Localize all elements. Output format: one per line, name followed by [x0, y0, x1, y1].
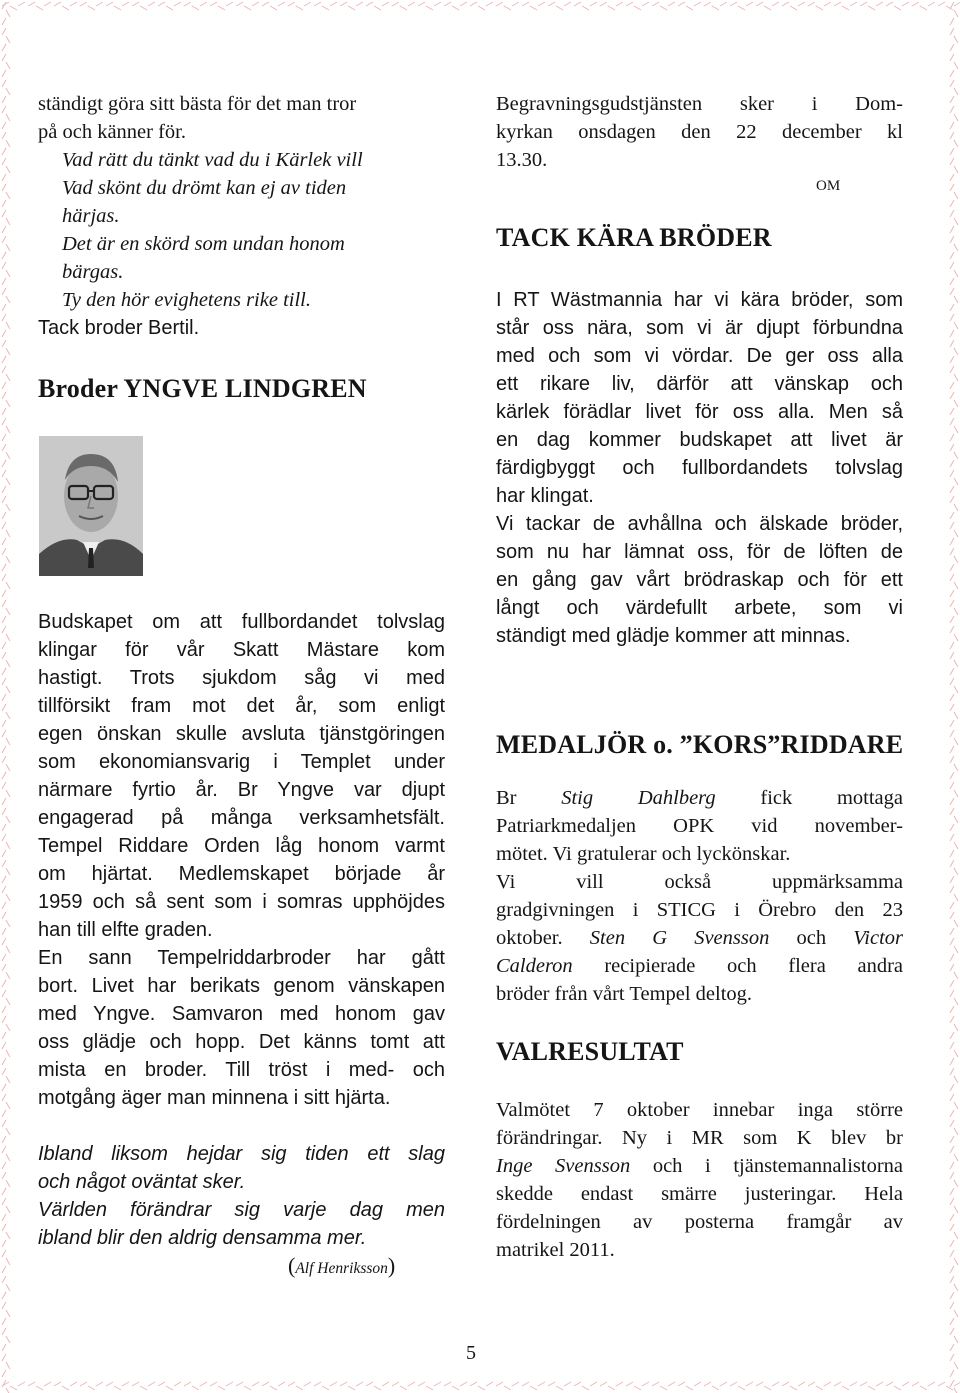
- signature-close-paren: ): [387, 1253, 396, 1278]
- heading-yngve-lindgren: Broder YNGVE LINDGREN: [38, 374, 367, 403]
- medal-name-stig: Stig Dahlberg: [561, 787, 716, 809]
- signature-name: Alf Henriksson: [295, 1260, 388, 1277]
- medal-text: oktober.: [496, 927, 563, 949]
- val-name-inge: Inge Svensson: [496, 1155, 631, 1177]
- tack-line: I RT Wästmannia har vi kära bröder, som: [496, 289, 903, 311]
- closing-line: Tack broder Bertil.: [38, 317, 200, 339]
- body-line: klingar för vår Skatt Mästare kom: [38, 639, 445, 661]
- medal-text: och: [796, 927, 827, 949]
- body-line: som ekonomiansvarig i Templet under: [38, 751, 445, 773]
- heading-medaljor: MEDALJÖR o. ”KORS”RIDDARE: [496, 730, 904, 759]
- body-line: egen önskan skulle avsluta tjänstgöringen: [38, 723, 445, 745]
- body-line: bort. Livet har berikats genom vänskapen: [38, 975, 445, 997]
- signature: [288, 1252, 395, 1280]
- tack-line: en gång gav vårt brödraskap och för ett: [496, 569, 903, 591]
- poem-line: Vad skönt du drömt kan ej av tiden: [62, 177, 347, 199]
- tack-line: färdigbyggt och fullbordandets tolvslag: [496, 457, 903, 479]
- poem-line: bärgas.: [62, 261, 124, 283]
- body-line: hastigt. Trots sjukdom såg vi med: [38, 667, 445, 689]
- body-line: han till elfte graden.: [38, 919, 213, 941]
- om-label: OM: [816, 178, 841, 194]
- medal-text: fick mottaga: [760, 787, 903, 809]
- intro-line: ständigt göra sitt bästa för det man tror: [38, 93, 357, 115]
- tack-line: ett rikare liv, därför att vänskap och: [496, 373, 903, 395]
- verse-line: och något oväntat sker.: [38, 1171, 246, 1193]
- medal-name-victor: Victor: [853, 927, 903, 949]
- tack-line: ständigt med glädje kommer att minnas.: [496, 625, 851, 647]
- body-line: mista en broder. Till tröst i med- och: [38, 1059, 445, 1081]
- poem-line: Det är en skörd som undan honom: [62, 233, 345, 255]
- body-line: Tempel Riddare Orden låg honom varmt: [38, 835, 445, 857]
- medal-line: mötet. Vi gratulerar och lyckönskar.: [496, 843, 791, 865]
- medal-name-sten: Sten G Svensson: [589, 927, 770, 949]
- medal-line: bröder från vårt Tempel deltog.: [496, 983, 753, 1005]
- val-line: [496, 1152, 903, 1180]
- heading-valresultat: VALRESULTAT: [496, 1037, 684, 1066]
- medal-text: recipierade och flera andra: [604, 955, 903, 977]
- tack-line: med och som vi vördar. De ger oss alla: [496, 345, 903, 367]
- intro-line: på och känner för.: [38, 121, 186, 143]
- medal-line: [496, 952, 903, 980]
- tack-line: som nu har lämnat oss, för de löften de: [496, 541, 903, 563]
- val-line: skedde endast smärre justeringar. Hela: [496, 1183, 903, 1205]
- poem-line: Ty den hör evighetens rike till.: [62, 289, 311, 311]
- poem-line: Vad rätt du tänkt vad du i Kärlek vill: [62, 149, 363, 171]
- body-line: närmare fyrtio år. Br Yngve var djupt: [38, 779, 445, 801]
- tack-line: en dag kommer budskapet att livet är: [496, 429, 903, 451]
- heading-tack-kara-broder: TACK KÄRA BRÖDER: [496, 223, 772, 252]
- page-number: 5: [466, 1342, 476, 1364]
- tack-line: långt och värdefullt arbete, som vi: [496, 597, 903, 619]
- portrait-photo: [39, 436, 143, 576]
- medal-line: Vi vill också uppmärksamma: [496, 871, 903, 893]
- verse-line: Ibland liksom hejdar sig tiden ett slag: [38, 1143, 445, 1165]
- val-line: förändringar. Ny i MR som K blev br: [496, 1127, 903, 1149]
- body-line: tillförsikt fram mot det år, som enligt: [38, 695, 445, 717]
- tack-line: står oss nära, som vi är djupt förbundna: [496, 317, 903, 339]
- body-line: Budskapet om att fullbordandet tolvslag: [38, 611, 445, 633]
- val-line: matrikel 2011.: [496, 1239, 615, 1261]
- poem-line: härjas.: [62, 205, 120, 227]
- val-line: Valmötet 7 oktober innebar inga större: [496, 1099, 903, 1121]
- verse-line: ibland blir den aldrig densamma mer.: [38, 1227, 367, 1249]
- funeral-line: Begravningsgudstjänsten sker i Dom-: [496, 93, 903, 115]
- medal-line: gradgivningen i STICG i Örebro den 23: [496, 899, 903, 921]
- medal-text: Br: [496, 787, 517, 809]
- val-text: och i tjänstemannalistorna: [652, 1155, 903, 1177]
- body-line: motgång äger man minnena i sitt hjärta.: [38, 1087, 391, 1109]
- tack-line: kärlek förädlar livet för oss alla. Men så: [496, 401, 903, 423]
- tack-line: Vi tackar de avhållna och älskade bröder,: [496, 513, 903, 535]
- signature-open-paren: (: [288, 1253, 296, 1278]
- medal-line: Patriarkmedaljen OPK vid november-: [496, 815, 903, 837]
- medal-line: [496, 924, 903, 952]
- funeral-line: 13.30.: [496, 149, 548, 171]
- val-line: fördelningen av posterna framgår av: [496, 1211, 903, 1233]
- body-line: 1959 och så sent som i somras upphöjdes: [38, 891, 445, 913]
- verse-line: Världen förändrar sig varje dag men: [38, 1199, 445, 1221]
- tack-line: har klingat.: [496, 485, 594, 507]
- body-line: oss glädje och hopp. Det känns tomt att: [38, 1031, 445, 1053]
- funeral-line: kyrkan onsdagen den 22 december kl: [496, 121, 903, 143]
- medal-line: [496, 784, 903, 812]
- medal-name-calderon: Calderon: [496, 955, 573, 977]
- body-line: En sann Tempelriddarbroder har gått: [38, 947, 445, 969]
- body-line: med Yngve. Samvaron med honom gav: [38, 1003, 445, 1025]
- body-line: om hjärtat. Medlemskapet började år: [38, 863, 445, 885]
- body-line: engagerad på många verksamhetsfält.: [38, 807, 445, 829]
